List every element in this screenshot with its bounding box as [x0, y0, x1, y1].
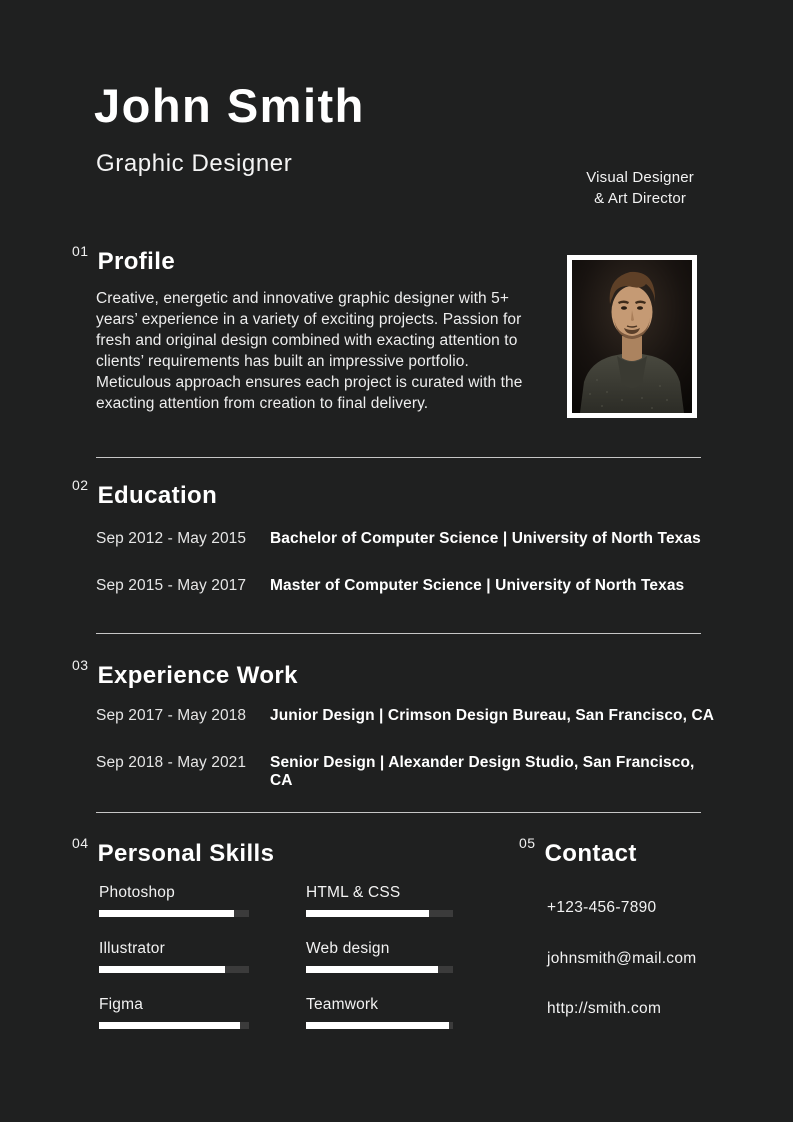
experience-rows	[96, 707, 716, 819]
skill-bar-fill	[99, 910, 234, 917]
header-roles	[586, 167, 694, 209]
skill-bar-track	[306, 966, 453, 973]
contact-phone[interactable]: +123-456-7890	[547, 899, 657, 916]
skill-bar-fill	[99, 1022, 240, 1029]
skill-name: Illustrator	[99, 940, 165, 957]
skills-grid	[99, 884, 453, 1052]
education-period: Sep 2012 - May 2015	[96, 530, 247, 547]
skill-bar-fill	[306, 910, 429, 917]
experience-period: Sep 2018 - May 2021	[96, 754, 247, 771]
skill-bar-fill	[99, 966, 225, 973]
profile-summary: Creative, energetic and innovative graphic designer with 5+ years’ experience in a variety of exciting projects. Passion for fresh and original design combined with exacting attention to clients’ requirements has built an impressive portfolio. Meticulous approach ensures each project is curated with the exacting attention from creation to final delivery.	[96, 290, 523, 412]
skill-item	[306, 996, 453, 1029]
skill-name: Photoshop	[99, 884, 175, 901]
section-number: 04	[72, 835, 89, 851]
skill-bar-fill	[306, 1022, 449, 1029]
profile-photo	[567, 255, 697, 418]
skill-item	[306, 940, 453, 973]
job-title: Graphic Designer	[96, 150, 293, 177]
skill-item	[99, 940, 249, 973]
section-number: 05	[519, 835, 536, 851]
experience-row	[96, 707, 716, 725]
contact-website[interactable]: http://smith.com	[547, 1000, 662, 1017]
education-description: Bachelor of Computer Science | University of North Texas	[270, 530, 701, 547]
skill-name: Figma	[99, 996, 144, 1013]
skill-item	[99, 884, 249, 917]
skill-name: Teamwork	[306, 996, 379, 1013]
person-name: John Smith	[94, 79, 365, 132]
experience-row	[96, 754, 716, 790]
skill-item	[99, 996, 249, 1029]
skill-name: HTML & CSS	[306, 884, 401, 901]
skill-bar-track	[99, 966, 249, 973]
contact-section-heading	[519, 835, 637, 866]
skill-item	[306, 884, 453, 917]
section-number: 03	[72, 657, 89, 673]
experience-period: Sep 2017 - May 2018	[96, 707, 247, 724]
education-description: Master of Computer Science | University of North Texas	[270, 577, 685, 594]
skills-section-heading	[72, 835, 274, 866]
section-divider	[96, 457, 701, 458]
skills-column	[99, 884, 249, 1052]
skill-bar-track	[306, 1022, 453, 1029]
section-title: Profile	[97, 248, 176, 275]
section-divider	[96, 633, 701, 634]
education-rows	[96, 530, 716, 624]
education-row	[96, 577, 716, 595]
section-title: Experience Work	[97, 662, 298, 689]
contact-items	[547, 899, 696, 1051]
skill-name: Web design	[306, 940, 390, 957]
role-line-1: Visual Designer	[586, 169, 694, 186]
skill-bar-track	[99, 910, 249, 917]
section-number: 02	[72, 477, 89, 493]
education-period: Sep 2015 - May 2017	[96, 577, 247, 594]
experience-description: Senior Design | Alexander Design Studio, San Francisco, CA	[270, 754, 695, 789]
section-number: 01	[72, 243, 89, 259]
profile-section-heading	[72, 243, 175, 274]
section-title: Education	[97, 482, 218, 509]
education-section-heading	[72, 477, 217, 508]
education-row	[96, 530, 716, 548]
experience-description: Junior Design | Crimson Design Bureau, San Francisco, CA	[270, 707, 715, 724]
experience-section-heading	[72, 657, 298, 688]
section-divider	[96, 812, 701, 813]
section-title: Personal Skills	[97, 840, 275, 867]
skills-column	[306, 884, 453, 1052]
skill-bar-track	[99, 1022, 249, 1029]
portrait-photo-illustration	[572, 260, 692, 413]
role-line-2: & Art Director	[594, 190, 687, 207]
section-title: Contact	[544, 840, 637, 867]
skill-bar-fill	[306, 966, 438, 973]
skill-bar-track	[306, 910, 453, 917]
contact-email[interactable]: johnsmith@mail.com	[547, 949, 697, 967]
